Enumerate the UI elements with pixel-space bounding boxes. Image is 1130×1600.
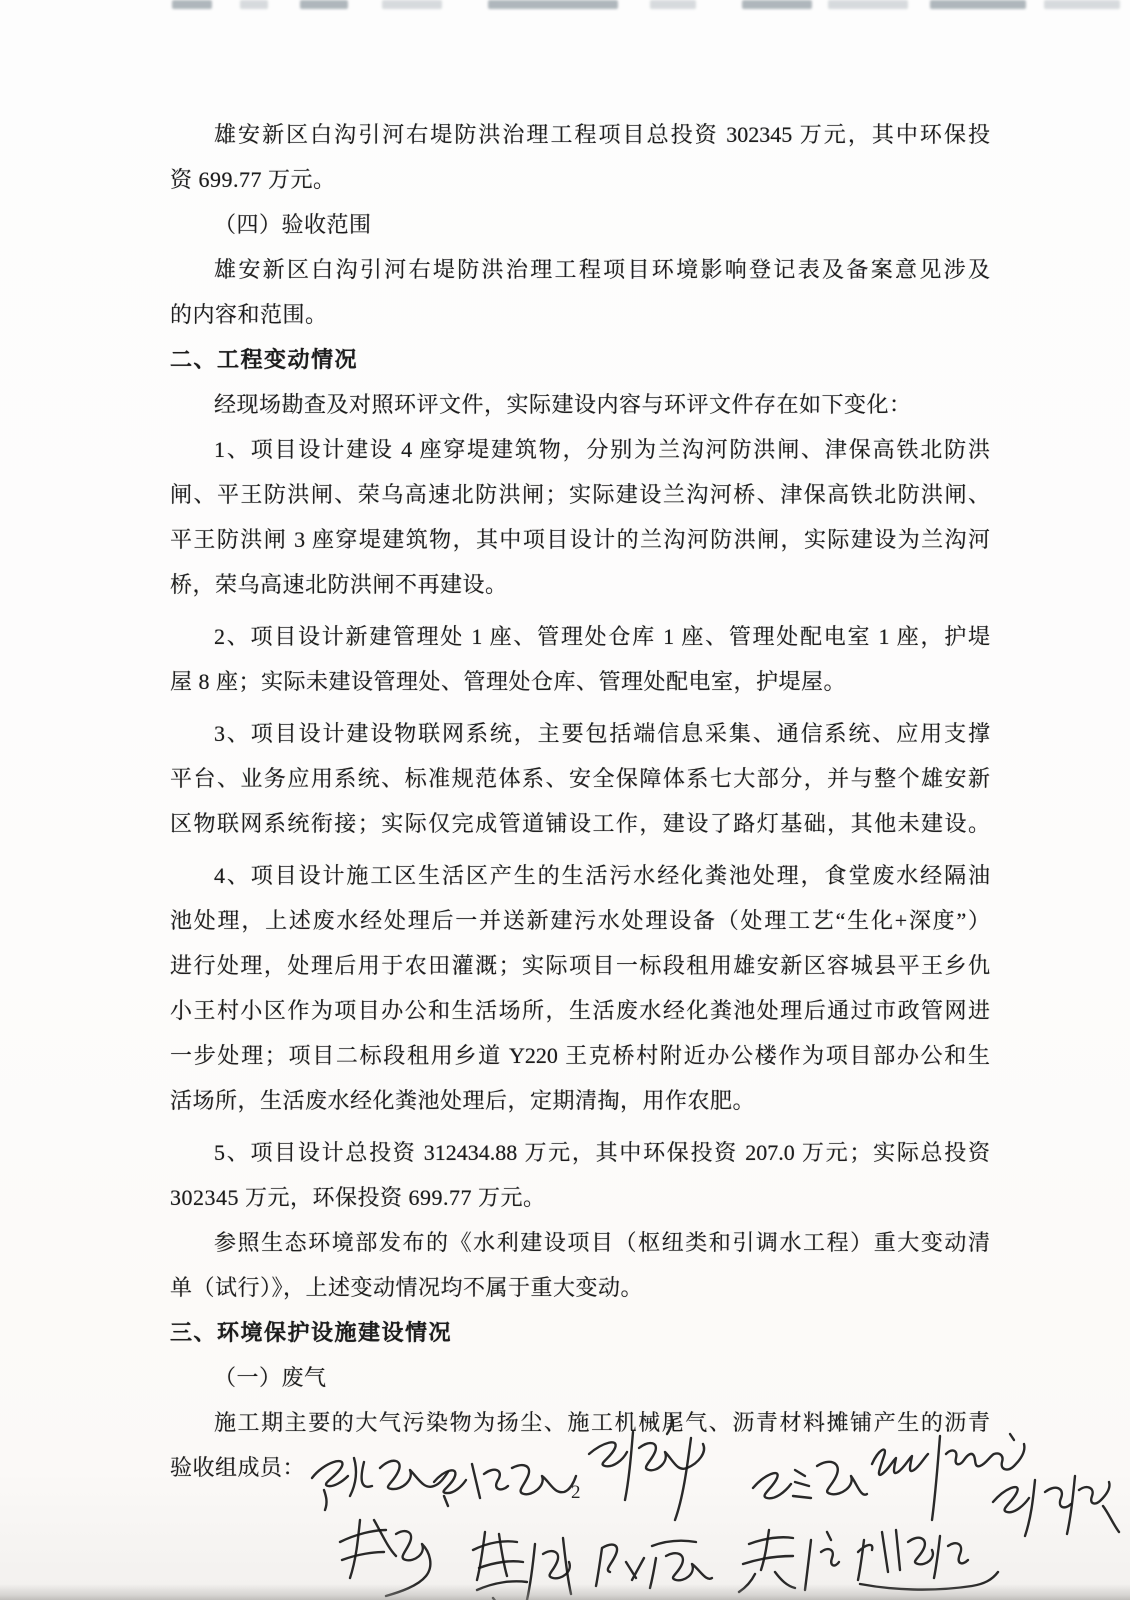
text-line: 经现场勘查及对照环评文件，实际建设内容与环评文件存在如下变化： (214, 392, 912, 417)
text-line: 雄安新区白沟引河右堤防洪治理工程项目环境影响登记表及备案意见涉及 (214, 257, 990, 282)
scan-artifact-mark (382, 0, 442, 9)
section-heading: 三、环境保护设施建设情况 (170, 1320, 453, 1345)
scan-artifact-mark (240, 0, 268, 9)
scan-artifact-mark (650, 0, 696, 9)
document-body (170, 112, 990, 1490)
text-line: 5、项目设计总投资 312434.88 万元，其中环保投资 207.0 万元；实际总投资 (214, 1140, 990, 1165)
text-line: 雄安新区白沟引河右堤防洪治理工程项目总投资 302345 万元，其中环保投 (214, 122, 990, 147)
text-line: 验收组成员： (170, 1455, 306, 1480)
text-line: （四）验收范围 (214, 212, 372, 237)
text-line: 参照生态环境部发布的《水利建设项目（枢纽类和引调水工程）重大变动清 (214, 1230, 990, 1255)
text-line: 4、项目设计施工区生活区产生的生活污水经化粪池处理，食堂废水经隔油 (214, 863, 990, 888)
text-line: 屋 8 座；实际未建设管理处、管理处仓库、管理处配电室，护堤屋。 (170, 669, 847, 694)
text-line: 单（试行）》，上述变动情况均不属于重大变动。 (170, 1275, 644, 1300)
text-line: 施工期主要的大气污染物为扬尘、施工机械尾气、沥青材料摊铺产生的沥青 (214, 1410, 990, 1435)
scan-artifact-mark (930, 0, 1026, 9)
text-line: 进行处理，处理后用于农田灌溉；实际项目一标段租用雄安新区容城县平王乡仇 (170, 953, 990, 978)
text-line: 区物联网系统衔接；实际仅完成管道铺设工作，建设了路灯基础，其他未建设。 (170, 811, 990, 836)
text-line: 闸、平王防洪闸、荣乌高速北防洪闸；实际建设兰沟河桥、津保高铁北防洪闸、 (170, 482, 990, 507)
scan-artifact-mark (488, 0, 618, 9)
scan-artifact-mark (300, 0, 348, 9)
scan-artifact-mark (742, 0, 812, 9)
scan-artifact-mark (1044, 0, 1120, 9)
text-line: 一步处理；项目二标段租用乡道 Y220 王克桥村附近办公楼作为项目部办公和生 (170, 1043, 990, 1068)
section-heading: 二、工程变动情况 (170, 347, 359, 372)
text-line: 302345 万元，环保投资 699.77 万元。 (170, 1185, 546, 1210)
text-line: 平台、业务应用系统、标准规范体系、安全保障体系七大部分，并与整个雄安新 (170, 766, 990, 791)
text-line: （一）废气 (214, 1365, 327, 1390)
scan-artifact-mark (172, 0, 212, 9)
text-line: 2、项目设计新建管理处 1 座、管理处仓库 1 座、管理处配电室 1 座，护堤 (214, 624, 990, 649)
text-line: 池处理，上述废水经处理后一并送新建污水处理设备（处理工艺“生化+深度”） (170, 908, 990, 933)
text-line: 1、项目设计建设 4 座穿堤建筑物，分别为兰沟河防洪闸、津保高铁北防洪 (214, 437, 990, 462)
scan-shadow-bottom (0, 1584, 1130, 1600)
text-line: 活场所，生活废水经化粪池处理后，定期清掏，用作农肥。 (170, 1088, 756, 1113)
text-line: 的内容和范围。 (170, 302, 328, 327)
scan-artifact-mark (828, 0, 908, 9)
text-line: 平王防洪闸 3 座穿堤建筑物，其中项目设计的兰沟河防洪闸，实际建设为兰沟河 (170, 527, 990, 552)
text-line: 资 699.77 万元。 (170, 167, 336, 192)
text-line: 3、项目设计建设物联网系统，主要包括端信息采集、通信系统、应用支撑 (214, 721, 990, 746)
page-number: 2 (571, 1482, 581, 1503)
handwritten-signature (975, 1462, 1125, 1557)
text-line: 小王村小区作为项目办公和生活场所，生活废水经化粪池处理后通过市政管网进 (170, 998, 990, 1023)
text-line: 桥，荣乌高速北防洪闸不再建设。 (170, 572, 508, 597)
